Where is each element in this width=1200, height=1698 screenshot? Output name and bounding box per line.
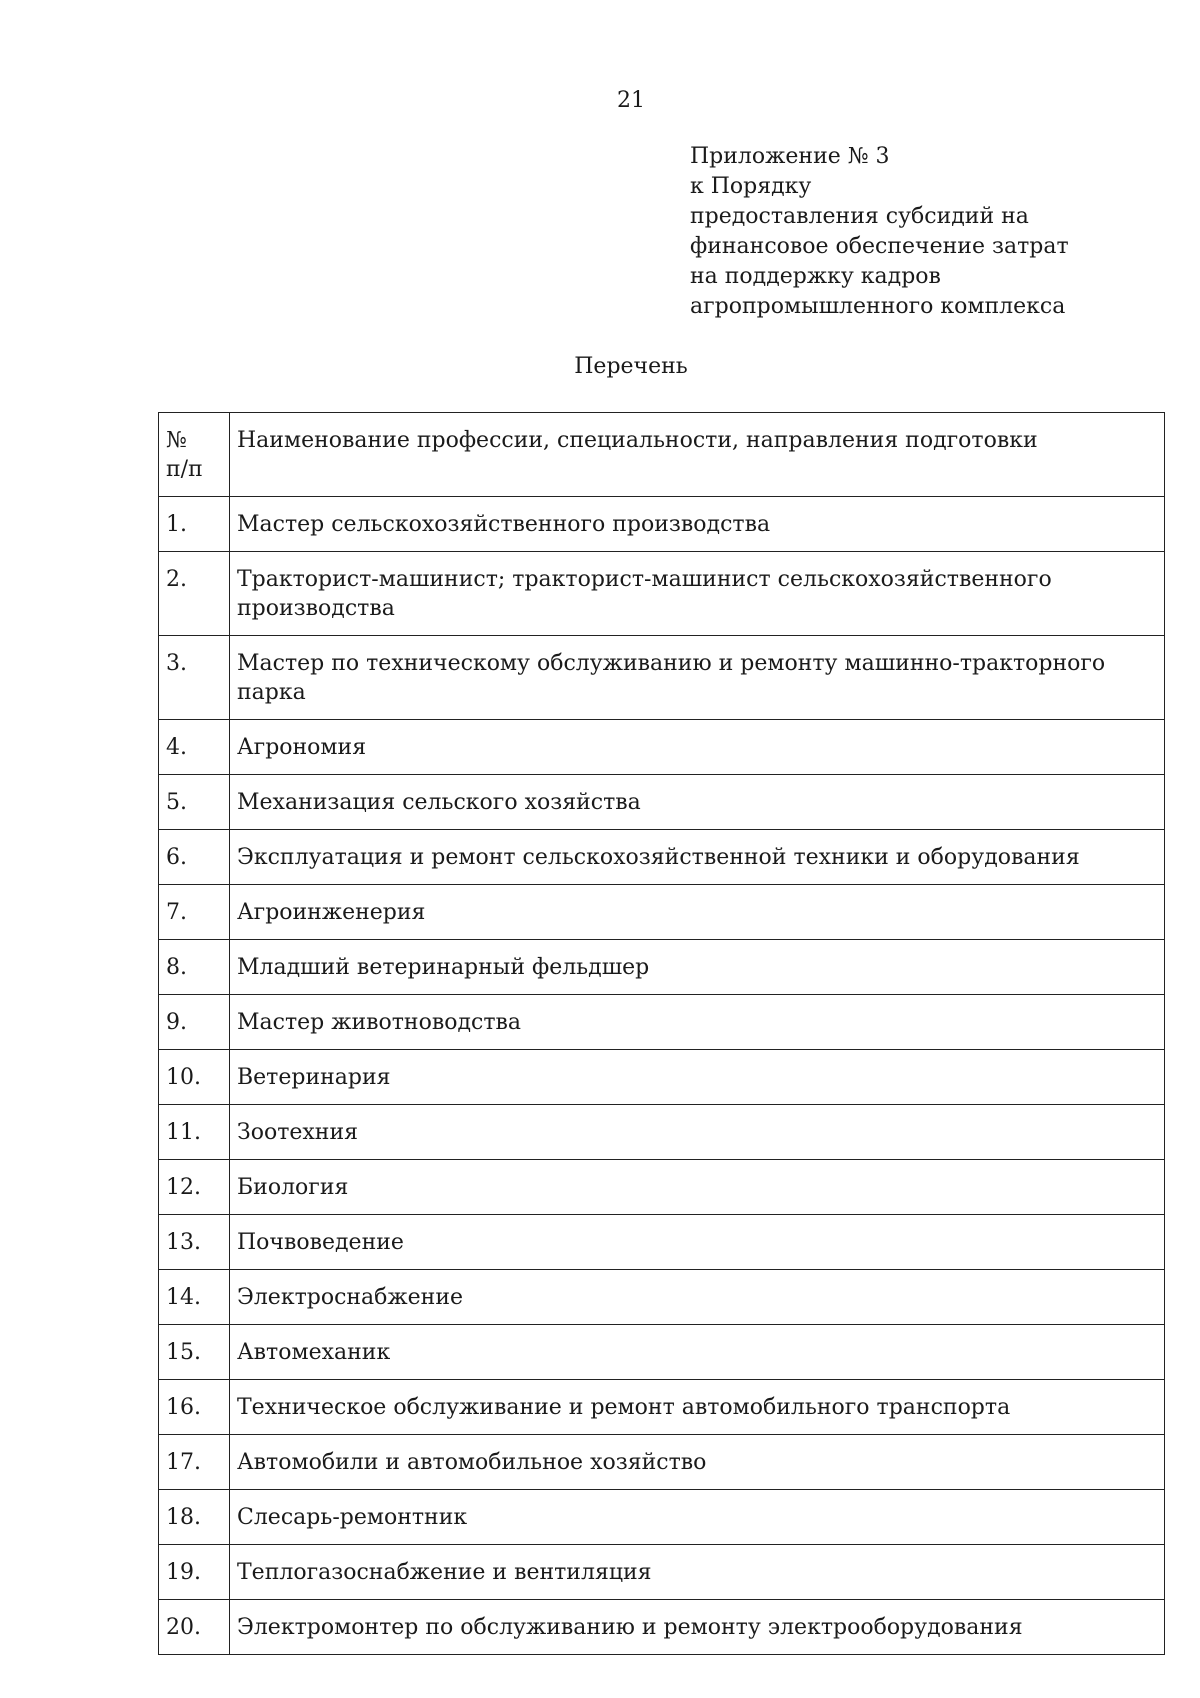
row-name: Агроинженерия — [230, 885, 1165, 940]
table-row — [159, 1380, 1165, 1435]
row-name: Агрономия — [230, 720, 1165, 775]
row-number: 14. — [159, 1270, 230, 1325]
row-number: 6. — [159, 830, 230, 885]
table-row — [159, 552, 1165, 636]
table-row — [159, 636, 1165, 720]
row-name: Биология — [230, 1160, 1165, 1215]
row-number: 13. — [159, 1215, 230, 1270]
appendix-line: финансовое обеспечение затрат — [690, 234, 1069, 259]
table-row — [159, 995, 1165, 1050]
appendix-block — [690, 142, 1069, 322]
row-number: 18. — [159, 1490, 230, 1545]
table-row — [159, 1490, 1165, 1545]
table-row — [159, 720, 1165, 775]
table-row — [159, 1050, 1165, 1105]
header-name: Наименование профессии, специальности, направления подготовки — [230, 413, 1165, 497]
table-row — [159, 1325, 1165, 1380]
row-number: 7. — [159, 885, 230, 940]
row-name: Электроснабжение — [230, 1270, 1165, 1325]
row-name: Зоотехния — [230, 1105, 1165, 1160]
row-number: 16. — [159, 1380, 230, 1435]
row-name: Мастер сельскохозяйственного производства — [230, 497, 1165, 552]
row-number: 11. — [159, 1105, 230, 1160]
table-row — [159, 1435, 1165, 1490]
table-row — [159, 830, 1165, 885]
row-number: 19. — [159, 1545, 230, 1600]
row-number: 2. — [159, 552, 230, 636]
header-num: № п/п — [159, 413, 230, 497]
table-row — [159, 940, 1165, 995]
row-number: 3. — [159, 636, 230, 720]
appendix-line: на поддержку кадров — [690, 264, 941, 289]
row-name: Почвоведение — [230, 1215, 1165, 1270]
row-number: 9. — [159, 995, 230, 1050]
row-name: Мастер животноводства — [230, 995, 1165, 1050]
row-number: 20. — [159, 1600, 230, 1655]
appendix-line: агропромышленного комплекса — [690, 294, 1066, 319]
row-number: 15. — [159, 1325, 230, 1380]
table-row — [159, 1215, 1165, 1270]
row-number: 8. — [159, 940, 230, 995]
row-number: 4. — [159, 720, 230, 775]
row-number: 1. — [159, 497, 230, 552]
appendix-line: к Порядку — [690, 174, 812, 199]
row-name: Младший ветеринарный фельдшер — [230, 940, 1165, 995]
page-number: 21 — [617, 88, 645, 113]
row-number: 5. — [159, 775, 230, 830]
row-name: Ветеринария — [230, 1050, 1165, 1105]
row-name: Автомобили и автомобильное хозяйство — [230, 1435, 1165, 1490]
table-row — [159, 1105, 1165, 1160]
table-row — [159, 1270, 1165, 1325]
row-name: Слесарь-ремонтник — [230, 1490, 1165, 1545]
row-name: Механизация сельского хозяйства — [230, 775, 1165, 830]
row-name: Теплогазоснабжение и вентиляция — [230, 1545, 1165, 1600]
row-number: 12. — [159, 1160, 230, 1215]
table-row — [159, 1600, 1165, 1655]
row-name: Электромонтер по обслуживанию и ремонту электрооборудования — [230, 1600, 1165, 1655]
table-header-row — [159, 413, 1165, 497]
table-row — [159, 497, 1165, 552]
professions-table — [158, 412, 1165, 1655]
row-name: Техническое обслуживание и ремонт автомобильного транспорта — [230, 1380, 1165, 1435]
row-name: Эксплуатация и ремонт сельскохозяйственной техники и оборудования — [230, 830, 1165, 885]
table-row — [159, 885, 1165, 940]
row-number: 17. — [159, 1435, 230, 1490]
document-title: Перечень — [574, 354, 688, 379]
appendix-line: предоставления субсидий на — [690, 204, 1029, 229]
row-name: Тракторист-машинист; тракторист-машинист сельскохозяйственного производства — [230, 552, 1165, 636]
table-row — [159, 1160, 1165, 1215]
table-row — [159, 775, 1165, 830]
row-name: Автомеханик — [230, 1325, 1165, 1380]
row-number: 10. — [159, 1050, 230, 1105]
appendix-line: Приложение № 3 — [690, 144, 890, 169]
table-row — [159, 1545, 1165, 1600]
row-name: Мастер по техническому обслуживанию и ремонту машинно-тракторного парка — [230, 636, 1165, 720]
